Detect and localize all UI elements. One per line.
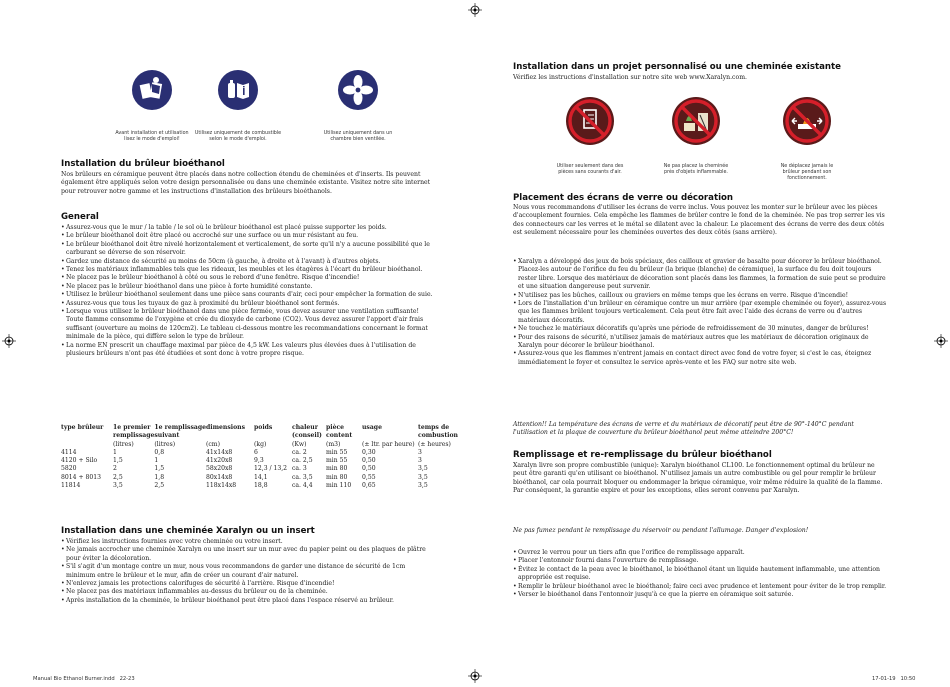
table-cell: min 80 xyxy=(326,465,348,473)
table-cell: 0,55 xyxy=(362,473,376,481)
list-item: • Lors de l'installation d'un brûleur en céramique contre un mur arrière (par exemple cheminée ou foyer), assurez-vous que les flammes brûlent toujours verticalement. Cela peut être fait avec l'aide des écrans de verre ou d'autres matériaux décoratifs. xyxy=(513,300,887,325)
ventilation-fan-icon xyxy=(338,70,378,110)
table-cell: 8014 + 8013 xyxy=(61,473,101,481)
install-heading: Installation du brûleur bioéthanol xyxy=(61,159,225,169)
refill-warning: Ne pas fumez pendant le remplissage du réservoir ou pendant l'allumage. Danger d'explosion! xyxy=(513,527,809,534)
attention-warning: Attention!! La température des écrans de verre et du matériaux de décoratif peut être de 90°-140°C pendant l'utilisation et la plaque de couverture du brûleur bioéthanol peut même atteindre 200°C! xyxy=(513,421,854,437)
table-cell: 3,5 xyxy=(113,482,123,490)
table-row xyxy=(61,474,458,482)
list-item: • Le brûleur bioéthanol doit être placé ou accroché sur une surface ou un mur résistant au feu. xyxy=(61,232,433,240)
table-row xyxy=(61,465,458,473)
list-item: • S'il s'agit d'un montage contre un mur, nous vous recommandons de garder une distance de sécurité de 1cm minimum entre le brûleur et le mur, afin de créer un courant d'air naturel. xyxy=(61,563,433,580)
table-unit xyxy=(61,441,113,449)
table-cell: 58x20x8 xyxy=(206,465,233,473)
list-item: • Lorsque vous utilisez le brûleur bioéthanol dans une pièce fermée, vous devez assurer une ventilation suffisante! Toute flamme consomme de l'oxygène et crée du dioxyde de carbone (CO2). Vous devez assurer l'apport d'air frais suffisant (ouverture au moins de 120cm2). Le tableau ci-dessous montre les recommandations concernant le format minimale de la pièce, qui diffère selon le type de brûleur. xyxy=(61,308,433,342)
table-cell: 0,65 xyxy=(362,482,376,490)
refill-heading: Remplissage et re-remplissage du brûleur bioéthanol xyxy=(513,450,772,460)
table-header: remplissage xyxy=(113,432,155,440)
table-header xyxy=(61,432,113,440)
list-item: • Ne placez pas des matériaux inflammables au-dessus du brûleur ou de la cheminée. xyxy=(61,588,433,596)
table-cell: min 55 xyxy=(326,457,348,465)
table-cell: 2,5 xyxy=(154,482,165,490)
list-item: • Tenez les matériaux inflammables tels que les rideaux, les meubles et les étagères à l'écart du brûleur bioéthanol. xyxy=(61,266,433,274)
table-units-row xyxy=(61,441,458,449)
glass-heading: Placement des écrans de verre ou décoration xyxy=(513,193,734,203)
pictogram-caption: Avant installation et utilisation lisez le mode d'emploi! xyxy=(115,131,189,142)
table-cell: 1 xyxy=(113,448,117,456)
table-cell: 5820 xyxy=(61,465,77,473)
table-cell: 41x20x8 xyxy=(206,457,233,465)
table-header xyxy=(254,432,292,440)
table-cell: 80x14x8 xyxy=(206,473,233,481)
table-cell: ca. 2 xyxy=(292,448,307,456)
table-unit: (m3) xyxy=(326,440,341,448)
list-item: • Ouvrez le verrou pour un tiers afin que l'orifice de remplissage apparaît. xyxy=(513,549,887,557)
list-item: • Ne touchez le matériaux décoratifs qu'après une période de refroidissement de 30 minutes, danger de brûlures! xyxy=(513,325,887,333)
glass-paragraph: Nous vous recommandons d'utiliser les écrans de verre inclus. Vous pouvez les monter sur le brûleur avec les pièces d'accouplement fournies. Cela empêche les flammes de brûler contre le fond de la cheminée. Ne pas trop serrer les vis des connecteurs car les verres et le métal se dilatent avec la chaleur. Le placement des écrans de verre des deux côtés est seulement nécessaire pour les cheminées ouvertes des deux côtés (sans arrière). xyxy=(513,204,885,237)
table-unit: (± ltr. par heure) xyxy=(362,440,415,448)
list-item: • Remplir le brûleur bioéthanol avec le bioéthanol; faire ceci avec prudence et lentement pour éviter de le trop remplir. xyxy=(513,583,887,591)
general-heading: General xyxy=(61,212,99,222)
insert-list xyxy=(61,538,433,605)
table-header xyxy=(362,432,418,440)
table-unit: (litres) xyxy=(154,440,176,448)
list-item: • Pour des raisons de sécurité, n'utilisez jamais de matériaux autres que les matériaux de décoration originaux de Xaralyn pour décorer le brûleur bioéthanol. xyxy=(513,334,887,351)
table-header: combustion xyxy=(418,432,458,440)
table-cell: 4120 + Silo xyxy=(61,457,98,465)
list-item: • Après installation de la cheminée, le brûleur bioéthanol peut être placé dans l'espace réservé au brûleur. xyxy=(61,597,433,605)
list-item: • Gardez une distance de sécurité au moins de 50cm (à gauche, à droite et à l'avant) à d'autres objets. xyxy=(61,258,433,266)
table-row xyxy=(61,457,458,465)
table-cell: 3,5 xyxy=(418,465,428,473)
table-cell: 18,8 xyxy=(254,482,268,490)
list-item: • Placer l'entonnoir fourni dans l'ouverture de remplissage. xyxy=(513,557,887,565)
table-unit: (cm) xyxy=(206,440,220,448)
table-cell: 4114 xyxy=(61,448,77,456)
table-header: poids xyxy=(254,424,273,431)
list-item: • La norme EN prescrit un chauffage maximal par pièce de 4,5 kW. Les valeurs plus élevées dues à l'utilisation de plusieurs brûleurs n'ont pas été étudiées et sont donc à votre propre risque. xyxy=(61,342,433,359)
list-item: • Verser le bioéthanol dans l'entonnoir jusqu'à ce que la pierre en céramique soit saturée. xyxy=(513,591,887,599)
table-cell: 3,5 xyxy=(418,482,428,490)
table-cell: 1 xyxy=(154,457,159,465)
table-cell: 2 xyxy=(113,465,117,473)
table-cell: 2,5 xyxy=(113,473,123,481)
table-cell: 0,50 xyxy=(362,465,376,473)
list-item: • Vérifiez les instructions fournies avec votre cheminée ou votre insert. xyxy=(61,538,433,546)
table-unit: (litres) xyxy=(113,440,134,448)
table-cell: 41x14x8 xyxy=(206,448,233,456)
table-header: (conseil) xyxy=(292,432,322,440)
general-list xyxy=(61,224,433,359)
no-draft-window-icon xyxy=(566,97,614,145)
table-header-row xyxy=(61,424,458,432)
fuel-manual-icon xyxy=(218,70,258,110)
table-cell: 11814 xyxy=(61,482,81,490)
table-cell: ca. 4,4 xyxy=(292,482,313,490)
no-moving-burner-icon xyxy=(783,97,831,145)
table-unit: (± heures) xyxy=(418,440,451,448)
table-row xyxy=(61,482,458,490)
list-item: • N'utilisez pas les bûches, cailloux ou graviers en même temps que les écrans en verre. Risque d'incendie! xyxy=(513,292,887,300)
install-paragraph: Nos brûleurs en céramique peuvent être placés dans notre collection étendu de cheminées et d'inserts. Ils peuvent également être appliqués selon votre design personnalisée ou dans une cheminée existante. Visitez notre site internet pour retrouver notre gamme et les instructions d'installation des brûleurs bioéthanols. xyxy=(61,171,431,195)
table-cell: 1,5 xyxy=(154,465,165,473)
table-header: type brûleur xyxy=(61,424,104,431)
table-cell: 0,30 xyxy=(362,448,376,456)
table-unit: (kg) xyxy=(254,440,267,448)
table-header: 1e premier xyxy=(113,424,151,431)
burner-spec-table xyxy=(61,424,458,490)
list-item: • Ne placez pas le brûleur bioéthanol dans une pièce à forte humidité constante. xyxy=(61,283,433,291)
list-item: • N'enlevez jamais les protections calorifuges de sécurité à l'arrière. Risque d'incendie! xyxy=(61,580,433,588)
list-item: • Assurez-vous que les flammes n'entrent jamais en contact direct avec fond de votre foyer, si c'est le cas, éteignez immédiatement le foyer et consultez le service après-vente et les FAQ sur notre site web. xyxy=(513,350,887,367)
file-slug: Manual Bio Ethanol Burner.indd 22-23 xyxy=(33,676,135,682)
table-cell: 1,8 xyxy=(154,473,165,481)
custom-install-paragraph: Vérifiez les instructions d'installation sur notre site web www.Xaralyn.com. xyxy=(513,74,747,81)
table-cell: 0,50 xyxy=(362,457,376,465)
table-cell: 118x14x8 xyxy=(206,482,237,490)
table-header: dimensions xyxy=(206,424,246,431)
table-cell: 3 xyxy=(418,457,422,465)
list-item: • Utilisez le brûleur bioéthanol seulement dans une pièce sans courants d'air, ceci pour empêcher la formation de suie. xyxy=(61,291,433,299)
table-cell: 14,1 xyxy=(254,473,268,481)
table-header xyxy=(206,432,254,440)
pictogram-caption: Utilisez uniquement de combustible selon le mode d'emploi. xyxy=(194,131,282,142)
registration-mark-left xyxy=(2,334,16,348)
table-cell: 3,5 xyxy=(418,473,428,481)
table-header: pièce xyxy=(326,424,345,431)
refill-list xyxy=(513,549,887,599)
registration-mark-right xyxy=(934,334,948,348)
table-header: 1e remplissage xyxy=(154,424,206,431)
registration-mark-bottom xyxy=(468,669,482,683)
read-manual-icon xyxy=(132,70,172,110)
list-item: • Assurez-vous que le mur / la table / le sol où le brûleur bioéthanol est placé puisse supporter les poids. xyxy=(61,224,433,232)
table-cell: 6 xyxy=(254,448,258,456)
table-header: content xyxy=(326,432,353,440)
table-unit: (Kw) xyxy=(292,440,307,448)
list-item: • Xaralyn a développé des jeux de bois spéciaux, des cailloux et gravier de basalte pour décorer le brûleur bioéthanol. Placez-les autour de l'orifice du feu du brûleur (la brique (blanche) de céramique), la surface du feu doit toujours rester libre. Lorsque des matériaux de décoration sont placés dans les flammes, la formation de suie peut se produire et une situation dangereuse peut survenir. xyxy=(513,258,887,292)
table-header-row xyxy=(61,432,458,440)
table-header: usage xyxy=(362,424,382,431)
list-item: • Ne placez pas le brûleur bioéthanol à côté ou sous le rebord d'une fenêtre. Risque d'incendie! xyxy=(61,274,433,282)
pictogram-caption: Utilisez uniquement dans un chambre bien ventilée. xyxy=(323,131,393,142)
list-item: • Le brûleur bioéthanol doit être nivelé horizontalement et verticalement, de sorte qu'il n'y a aucune possibilité que le carburant se déverse de son réservoir. xyxy=(61,241,433,258)
table-cell: ca. 3,5 xyxy=(292,473,313,481)
list-item: • Ne jamais accrocher une cheminée Xaralyn ou une insert sur un mur avec du papier peint ou des plaques de plâtre pour éviter la décoloration. xyxy=(61,546,433,563)
prohibition-caption: Utiliser seulement dans des pièces sans courants d'air. xyxy=(556,164,624,175)
table-cell: 0,8 xyxy=(154,448,165,456)
table-cell: 12,3 / 13,2 xyxy=(254,465,288,473)
table-cell: 1,5 xyxy=(113,457,123,465)
no-flammable-objects-icon xyxy=(672,97,720,145)
table-cell: 9,3 xyxy=(254,457,264,465)
table-row xyxy=(61,449,458,457)
table-cell: ca. 3 xyxy=(292,465,307,473)
table-cell: 3 xyxy=(418,448,422,456)
table-header: temps de xyxy=(418,424,450,431)
table-cell: min 80 xyxy=(326,473,348,481)
prohibition-caption: Ne déplacez jamais le brûleur pendant son fonctionnement. xyxy=(780,164,834,181)
registration-mark-top xyxy=(468,3,482,17)
list-item: • Évitez le contact de la peau avec le bioéthanol, le bioéthanol étant un liquide hautement inflammable, une attention appropriée est requise. xyxy=(513,566,887,583)
date-slug: 17-01-19 10:50 xyxy=(872,676,916,682)
custom-install-heading: Installation dans un projet personnalisé ou une cheminée existante xyxy=(513,62,841,72)
glass-list xyxy=(513,258,887,367)
table-header: chaleur xyxy=(292,424,318,431)
list-item: • Assurez-vous que tous les tuyaux de gaz à proximité du brûleur bioéthanol sont fermés. xyxy=(61,300,433,308)
prohibition-caption: Ne pas placez la cheminée près d'objets inflammable. xyxy=(663,164,729,175)
table-cell: min 55 xyxy=(326,448,348,456)
table-header: suivant xyxy=(154,432,180,440)
insert-heading: Installation dans une cheminée Xaralyn ou un insert xyxy=(61,526,315,536)
table-cell: min 110 xyxy=(326,482,352,490)
table-cell: ca. 2,5 xyxy=(292,457,313,465)
refill-paragraph: Xaralyn livre son propre combustible (unique): Xaralyn bioéthanol CL100. Le fonctionnement optimal du brûleur ne peut être garanti qu'en utilisant ce bioéthanol. N'utilisez jamais un autre combustible ou gel pour remplir le brûleur bioéthanol, car cela pourrait bloquer ou endommager la brique céramique, voir même réduire la qualité de la flamme. Par conséquent, la garantie expire et pour les exceptions, elles seront convenu par Xaralyn. xyxy=(513,462,883,495)
